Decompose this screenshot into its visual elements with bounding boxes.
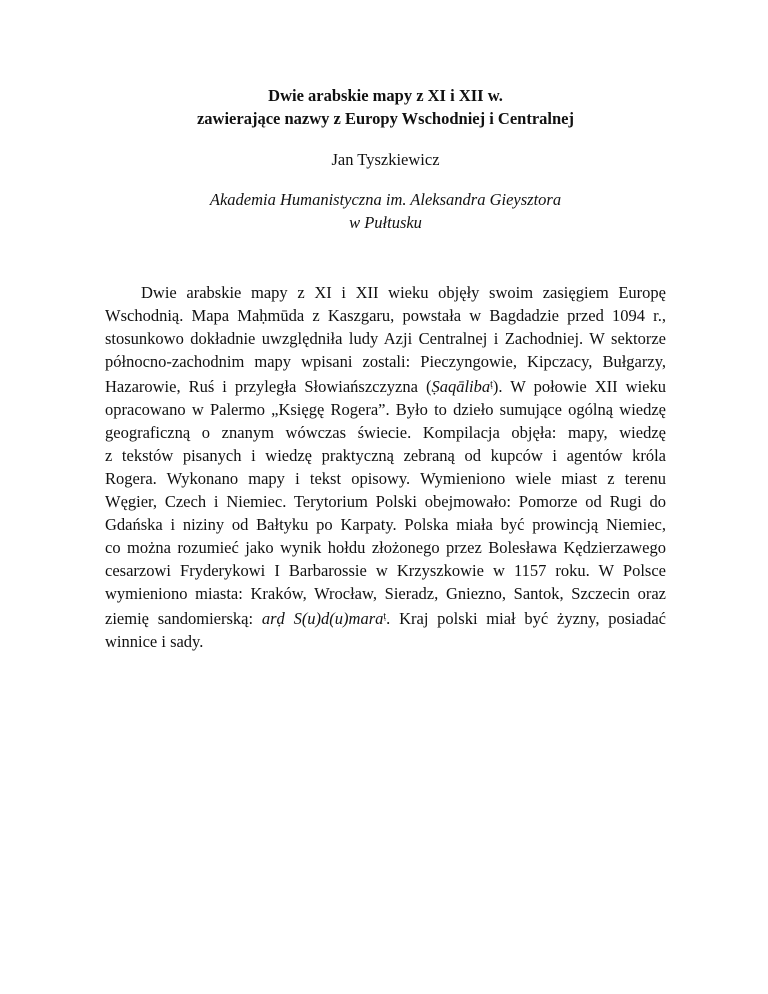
document-title [105, 0, 666, 130]
line-text: ). W połowie XII wieku [492, 377, 666, 396]
paragraph-line: Rogera. Wykonano mapy i tekst opisowy. Wymieniono wiele miast z terenu [105, 469, 666, 488]
paragraph-line: stosunkowo dokładnie uwzględniła ludy Azji Centralnej i Zachodniej. W sektorze [105, 329, 666, 348]
paragraph-line: opracowano w Palermo „Księgę Rogera”. Było to dzieło sumujące ogólną wiedzę [105, 400, 666, 419]
paragraph-line: północno-zachodnim mapy wpisani zostali: Pieczyngowie, Kipczacy, Bułgarzy, [105, 352, 666, 371]
line-text: Hazarowie, Ruś i przyległa Słowiańszczyzna ( [105, 377, 432, 396]
title-line-2: zawierające nazwy z Europy Wschodniej i Centralnej [196, 109, 574, 128]
line-text: . Kraj polski miał być żyzny, posiadać [386, 609, 666, 628]
abstract-paragraph [105, 281, 666, 653]
author-name: Jan Tyszkiewicz [331, 150, 440, 169]
italic-term: arḍ S(u)d(u)mara [261, 609, 384, 628]
paragraph-line [105, 605, 666, 630]
italic-term: Ṣaqāliba [431, 377, 491, 396]
paragraph-line: winnice i sady. [105, 632, 204, 651]
affiliation-line-1: Akademia Humanistyczna im. Aleksandra Gieysztora [209, 190, 562, 209]
paragraph-line: Węgier, Czech i Niemiec. Terytorium Polski obejmowało: Pomorze od Rugi do [105, 492, 666, 511]
paragraph-line: geograficzną o znanym wówczas świecie. Kompilacja objęła: mapy, wiedzę [105, 423, 666, 442]
affiliation-line-2: w Pułtusku [349, 213, 422, 232]
title-line-1: Dwie arabskie mapy z XI i XII w. [268, 86, 503, 105]
paragraph-line [105, 373, 666, 398]
paragraph-line: cesarzowi Fryderykowi I Barbarossie w Krzyszkowie w 1157 roku. W Polsce [105, 561, 666, 580]
paragraph-line: z tekstów pisanych i wiedzę praktyczną zebraną od kupców i agentów króla [105, 446, 666, 465]
paragraph-line: Gdańska i niziny od Bałtyku po Karpaty. Polska miała być prowincją Niemiec, [105, 515, 666, 534]
line-text: ziemię sandomierską: [105, 609, 262, 628]
superscript-mark: ṭ [383, 611, 387, 622]
paragraph-line: wymieniono miasta: Kraków, Wrocław, Sieradz, Gniezno, Santok, Szczecin oraz [105, 584, 666, 603]
paragraph-line: co można rozumieć jako wynik hołdu złożonego przez Bolesława Kędzierzawego [105, 538, 666, 557]
paragraph-line: Wschodnią. Mapa Maḥmūda z Kaszgaru, powstała w Bagdadzie przed 1094 r., [105, 306, 666, 325]
paragraph-line: Dwie arabskie mapy z XI i XII wieku objęły swoim zasięgiem Europę [141, 283, 666, 302]
superscript-mark: ṭ [490, 379, 493, 390]
author-affiliation [105, 188, 666, 234]
